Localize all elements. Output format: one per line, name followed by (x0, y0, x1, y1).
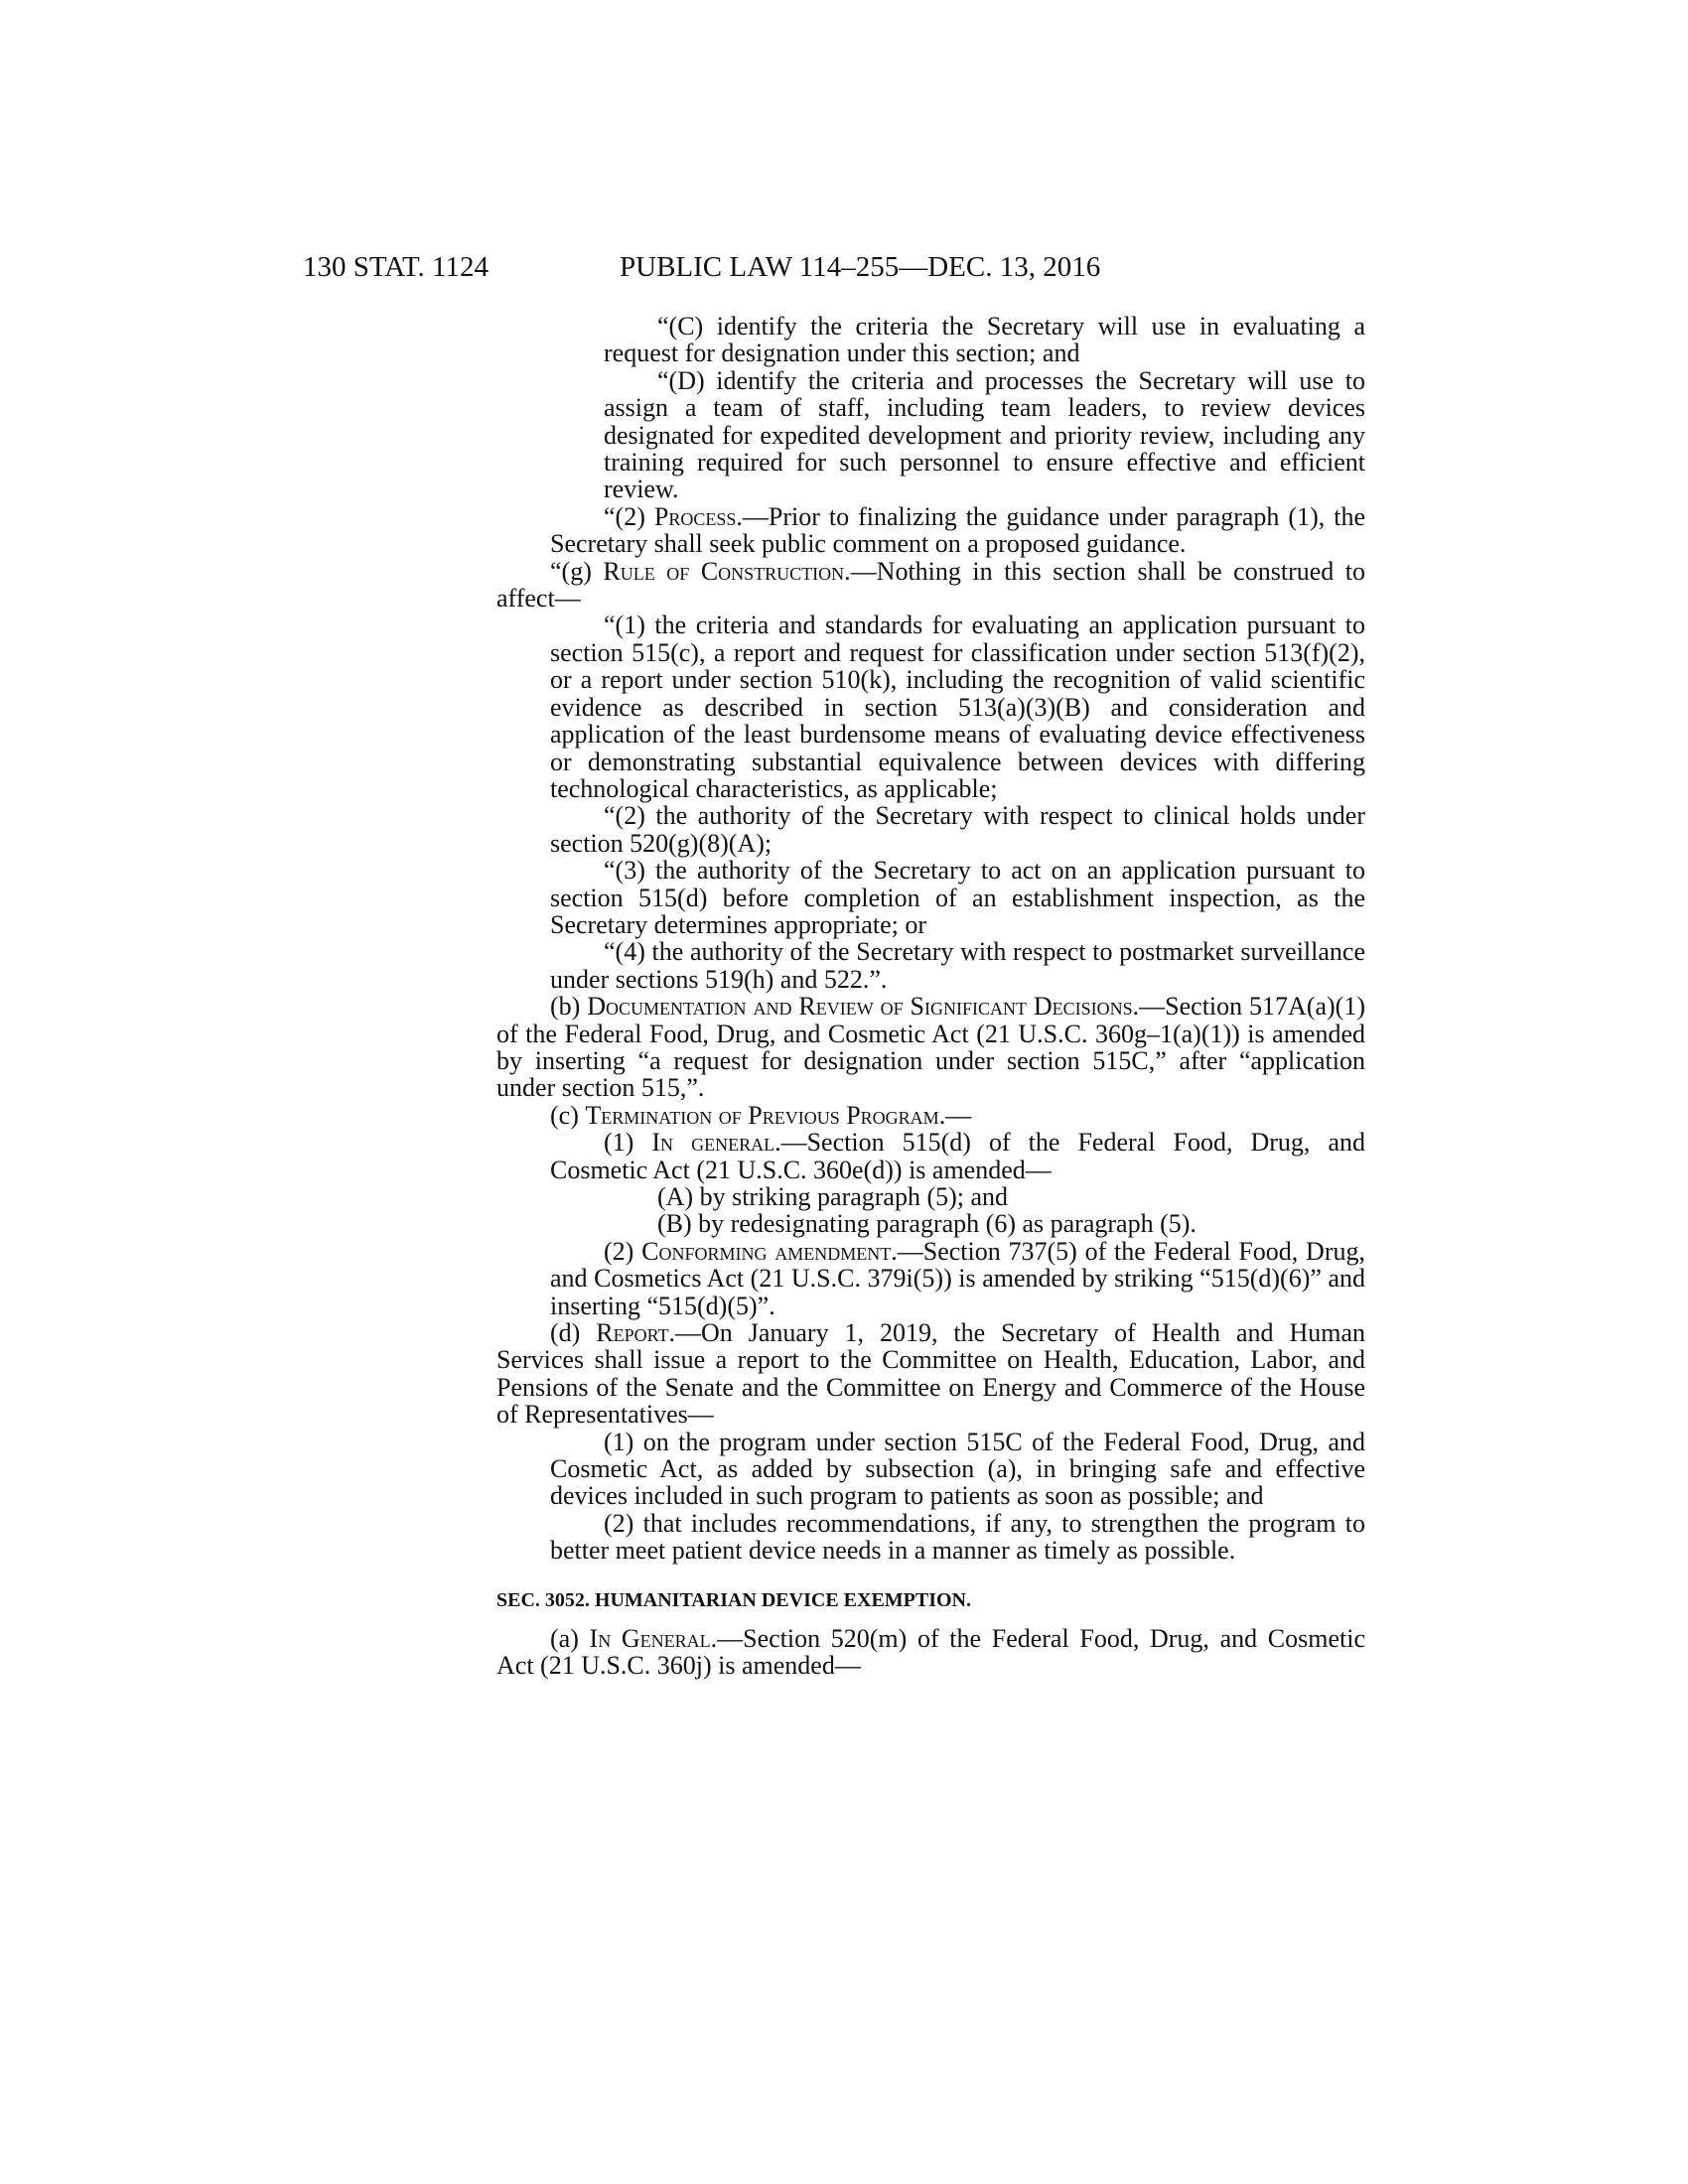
paragraph-text: .—Section 517A(a)(1) of the Federal Food, Drug, and Cosmetic Act (21 U.S.C. 360g–1(a)(1)) is amended by inserting “a request for designation under section 515C,” after “application under section 515,”. (496, 992, 1365, 1103)
subsection-a-in-general (496, 1625, 1365, 1680)
paragraph-heading: In general (651, 1128, 775, 1158)
document-body (496, 313, 1365, 1680)
paragraph-prefix: (b) (550, 992, 588, 1022)
paragraph-heading: Conforming amendment (641, 1236, 892, 1266)
paragraph-d-1: (1) on the program under section 515C of the Federal Food, Drug, and Cosmetic Act, as added by subsection (a), in bringing safe and effective devices included in such program to patients as soon as possible; and (550, 1427, 1365, 1511)
paragraph-heading: Rule of Construction (603, 556, 845, 586)
paragraph-text: .—On January 1, 2019, the Secretary of Health and Human Services shall issue a report to the Committee on Health, Education, Labor, and Pensions of the Senate and the Committee on Energy and Commerce of the House of Representatives— (496, 1318, 1365, 1430)
paragraph-heading: Process (653, 501, 737, 531)
stat-page-number: 130 STAT. 1124 (303, 251, 489, 283)
paragraph-prefix: (c) (550, 1100, 586, 1130)
paragraph-2-process (496, 503, 1365, 558)
paragraph-heading: In General (589, 1623, 711, 1653)
paragraph-d-2: (2) that includes recommendations, if any, to strengthen the program to better meet patient device needs in a manner as timely as possible. (550, 1508, 1365, 1566)
paragraph-heading: Report (596, 1318, 669, 1348)
paragraph-text: .—Section 520(m) of the Federal Food, Drug, and Cosmetic Act (21 U.S.C. 360j) is amended— (496, 1623, 1365, 1681)
paragraph-text: .—Section 737(5) of the Federal Food, Drug, and Cosmetics Act (21 U.S.C. 379i(5)) is amended by striking “515(d)(6)” and inserting “515(d)(5)”. (550, 1236, 1365, 1320)
subsection-b-documentation (496, 993, 1365, 1102)
subparagraph-a: (A) by striking paragraph (5); and (657, 1182, 1009, 1211)
paragraph-text: .—Prior to finalizing the guidance under paragraph (1), the Secretary shall seek public comment on a proposed guidance. (550, 501, 1365, 559)
paragraph-c-2-conforming (496, 1238, 1365, 1319)
subparagraph-b: (B) by redesignating paragraph (6) as paragraph (5). (657, 1209, 1196, 1239)
public-law-title: PUBLIC LAW 114–255—DEC. 13, 2016 (620, 251, 1101, 283)
paragraph-text: .— (938, 1100, 972, 1130)
paragraph-prefix: (2) (604, 1236, 642, 1266)
paragraph-text: .—Section 515(d) of the Federal Food, Drug, and Cosmetic Act (21 U.S.C. 360e(d)) is amended— (550, 1128, 1366, 1184)
paragraph-text: .—Nothing in this section shall be construed to affect— (496, 556, 1366, 614)
paragraph-d-criteria-processes: “(D) identify the criteria and processes the Secretary will use to assign a team of staff, including team leaders, to review devices designated for expedited development and priority review, including any training required for such personnel to ensure effective and efficient review. (604, 365, 1365, 504)
paragraph-heading: Documentation and Review of Significant Decisions (587, 992, 1133, 1022)
paragraph-prefix: (1) (604, 1128, 652, 1158)
paragraph-g-1: “(1) the criteria and standards for evaluating an application pursuant to section 515(c), a report and request for classification under section 513(f)(2), or a report under section 510(k), including the recognition of valid scientific evidence as described in section 513(a)(3)(B) and consideration and application of the least burdensome means of evaluating device effectiveness or demonstrating substantial equivalence between devices with differing technological characteristics, as applicable; (550, 611, 1365, 803)
paragraph-g-2: “(2) the authority of the Secretary with respect to clinical holds under section 520(g)(8)(A); (550, 801, 1365, 858)
subsection-d-report (496, 1319, 1365, 1429)
paragraph-prefix: “(2) (604, 501, 654, 531)
paragraph-prefix: (d) (550, 1318, 597, 1348)
paragraph-g-4: “(4) the authority of the Secretary with respect to postmarket surveillance under sections 519(h) and 522.”. (550, 937, 1365, 994)
paragraph-heading: Termination of Previous Program (585, 1100, 939, 1130)
section-heading: SEC. 3052. HUMANITARIAN DEVICE EXEMPTION. (496, 1588, 971, 1611)
subsection-g-rule-of-construction (496, 558, 1365, 613)
paragraph-g-3: “(3) the authority of the Secretary to act on an application pursuant to section 515(d) before completion of an establishment inspection, as the Secretary determines appropriate; or (550, 856, 1365, 939)
paragraph-prefix: “(g) (550, 556, 604, 586)
paragraph-c-criteria: “(C) identify the criteria the Secretary will use in evaluating a request for designation under this section; and (604, 312, 1365, 368)
page-header (303, 247, 1475, 287)
subsection-c-termination (496, 1102, 1365, 1129)
paragraph-c-1-in-general (496, 1129, 1365, 1183)
paragraph-prefix: (a) (550, 1623, 590, 1653)
